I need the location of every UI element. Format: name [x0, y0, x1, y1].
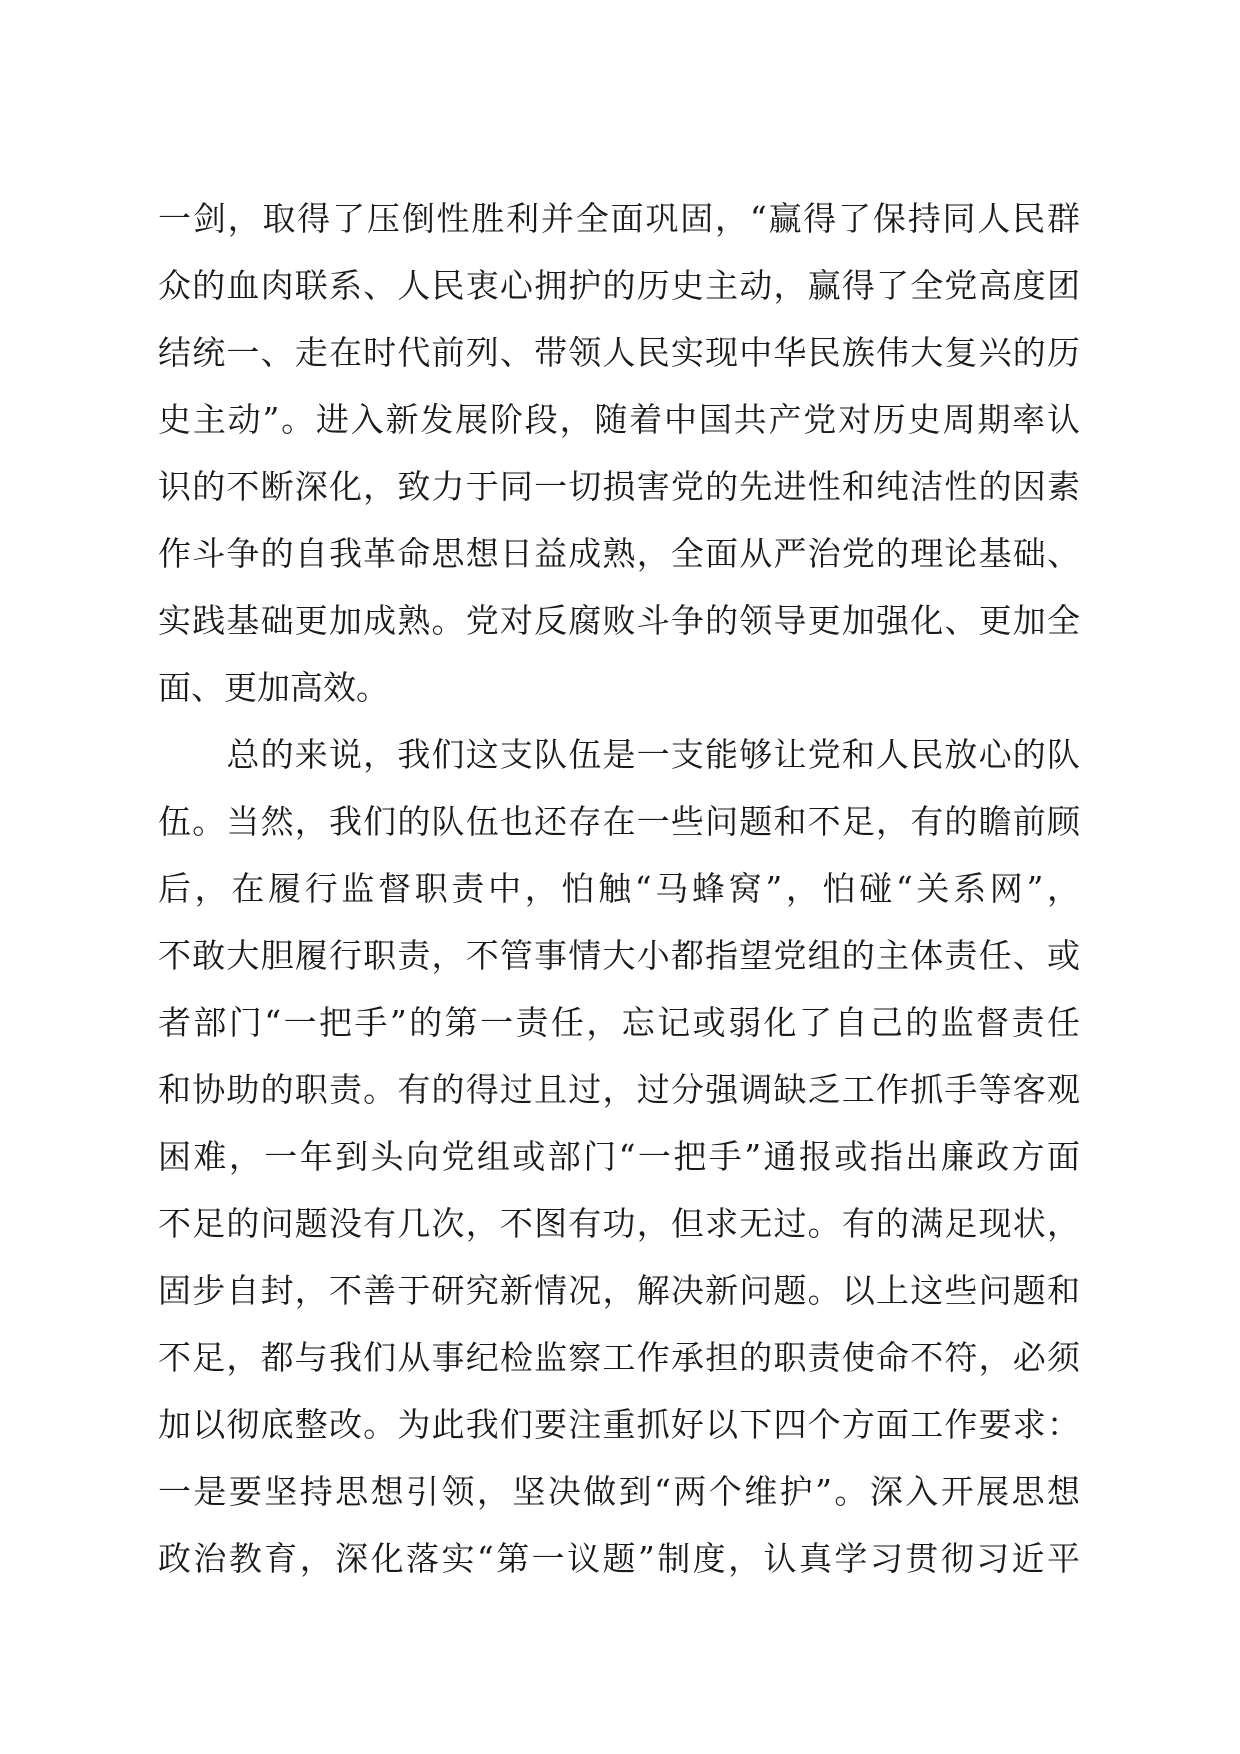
text-line: 不敢大胆履行职责，不管事情大小都指望党组的主体责任、或 — [158, 936, 1080, 975]
text-line: 不足的问题没有几次，不图有功，但求无过。有的满足现状， — [158, 1204, 1080, 1243]
text-line: 加以彻底整改。为此我们要注重抓好以下四个方面工作要求： — [158, 1405, 1080, 1444]
body-text — [158, 185, 1080, 1592]
text-line: 者部门“一把手”的第一责任，忘记或弱化了自己的监督责任 — [158, 1003, 1080, 1042]
text-line: 史主动”。进入新发展阶段，随着中国共产党对历史周期率认 — [158, 400, 1080, 439]
text-line: 一是要坚持思想引领，坚决做到“两个维护”。深入开展思想 — [158, 1472, 1080, 1511]
text-line: 困难，一年到头向党组或部门“一把手”通报或指出廉政方面 — [158, 1137, 1080, 1176]
text-line: 固步自封，不善于研究新情况，解决新问题。以上这些问题和 — [158, 1271, 1080, 1310]
text-line: 总的来说，我们这支队伍是一支能够让党和人民放心的队 — [158, 735, 1080, 774]
text-line: 不足，都与我们从事纪检监察工作承担的职责使命不符，必须 — [158, 1338, 1080, 1377]
text-line: 结统一、走在时代前列、带领人民实现中华民族伟大复兴的历 — [158, 333, 1080, 372]
text-line: 一剑，取得了压倒性胜利并全面巩固，“赢得了保持同人民群 — [158, 199, 1080, 238]
text-line: 众的血肉联系、人民衷心拥护的历史主动，赢得了全党高度团 — [158, 266, 1080, 305]
text-line: 政治教育，深化落实“第一议题”制度，认真学习贯彻习近平 — [158, 1539, 1080, 1578]
text-line: 伍。当然，我们的队伍也还存在一些问题和不足，有的瞻前顾 — [158, 802, 1080, 841]
text-line: 实践基础更加成熟。党对反腐败斗争的领导更加强化、更加全 — [158, 601, 1080, 640]
text-line: 识的不断深化，致力于同一切损害党的先进性和纯洁性的因素 — [158, 467, 1080, 506]
text-line: 后，在履行监督职责中，怕触“马蜂窝”，怕碰“关系网”， — [158, 869, 1080, 908]
paragraph-end-line: 面、更加高效。 — [158, 668, 389, 707]
text-line: 作斗争的自我革命思想日益成熟，全面从严治党的理论基础、 — [158, 534, 1080, 573]
text-line: 和协助的职责。有的得过且过，过分强调缺乏工作抓手等客观 — [158, 1070, 1080, 1109]
